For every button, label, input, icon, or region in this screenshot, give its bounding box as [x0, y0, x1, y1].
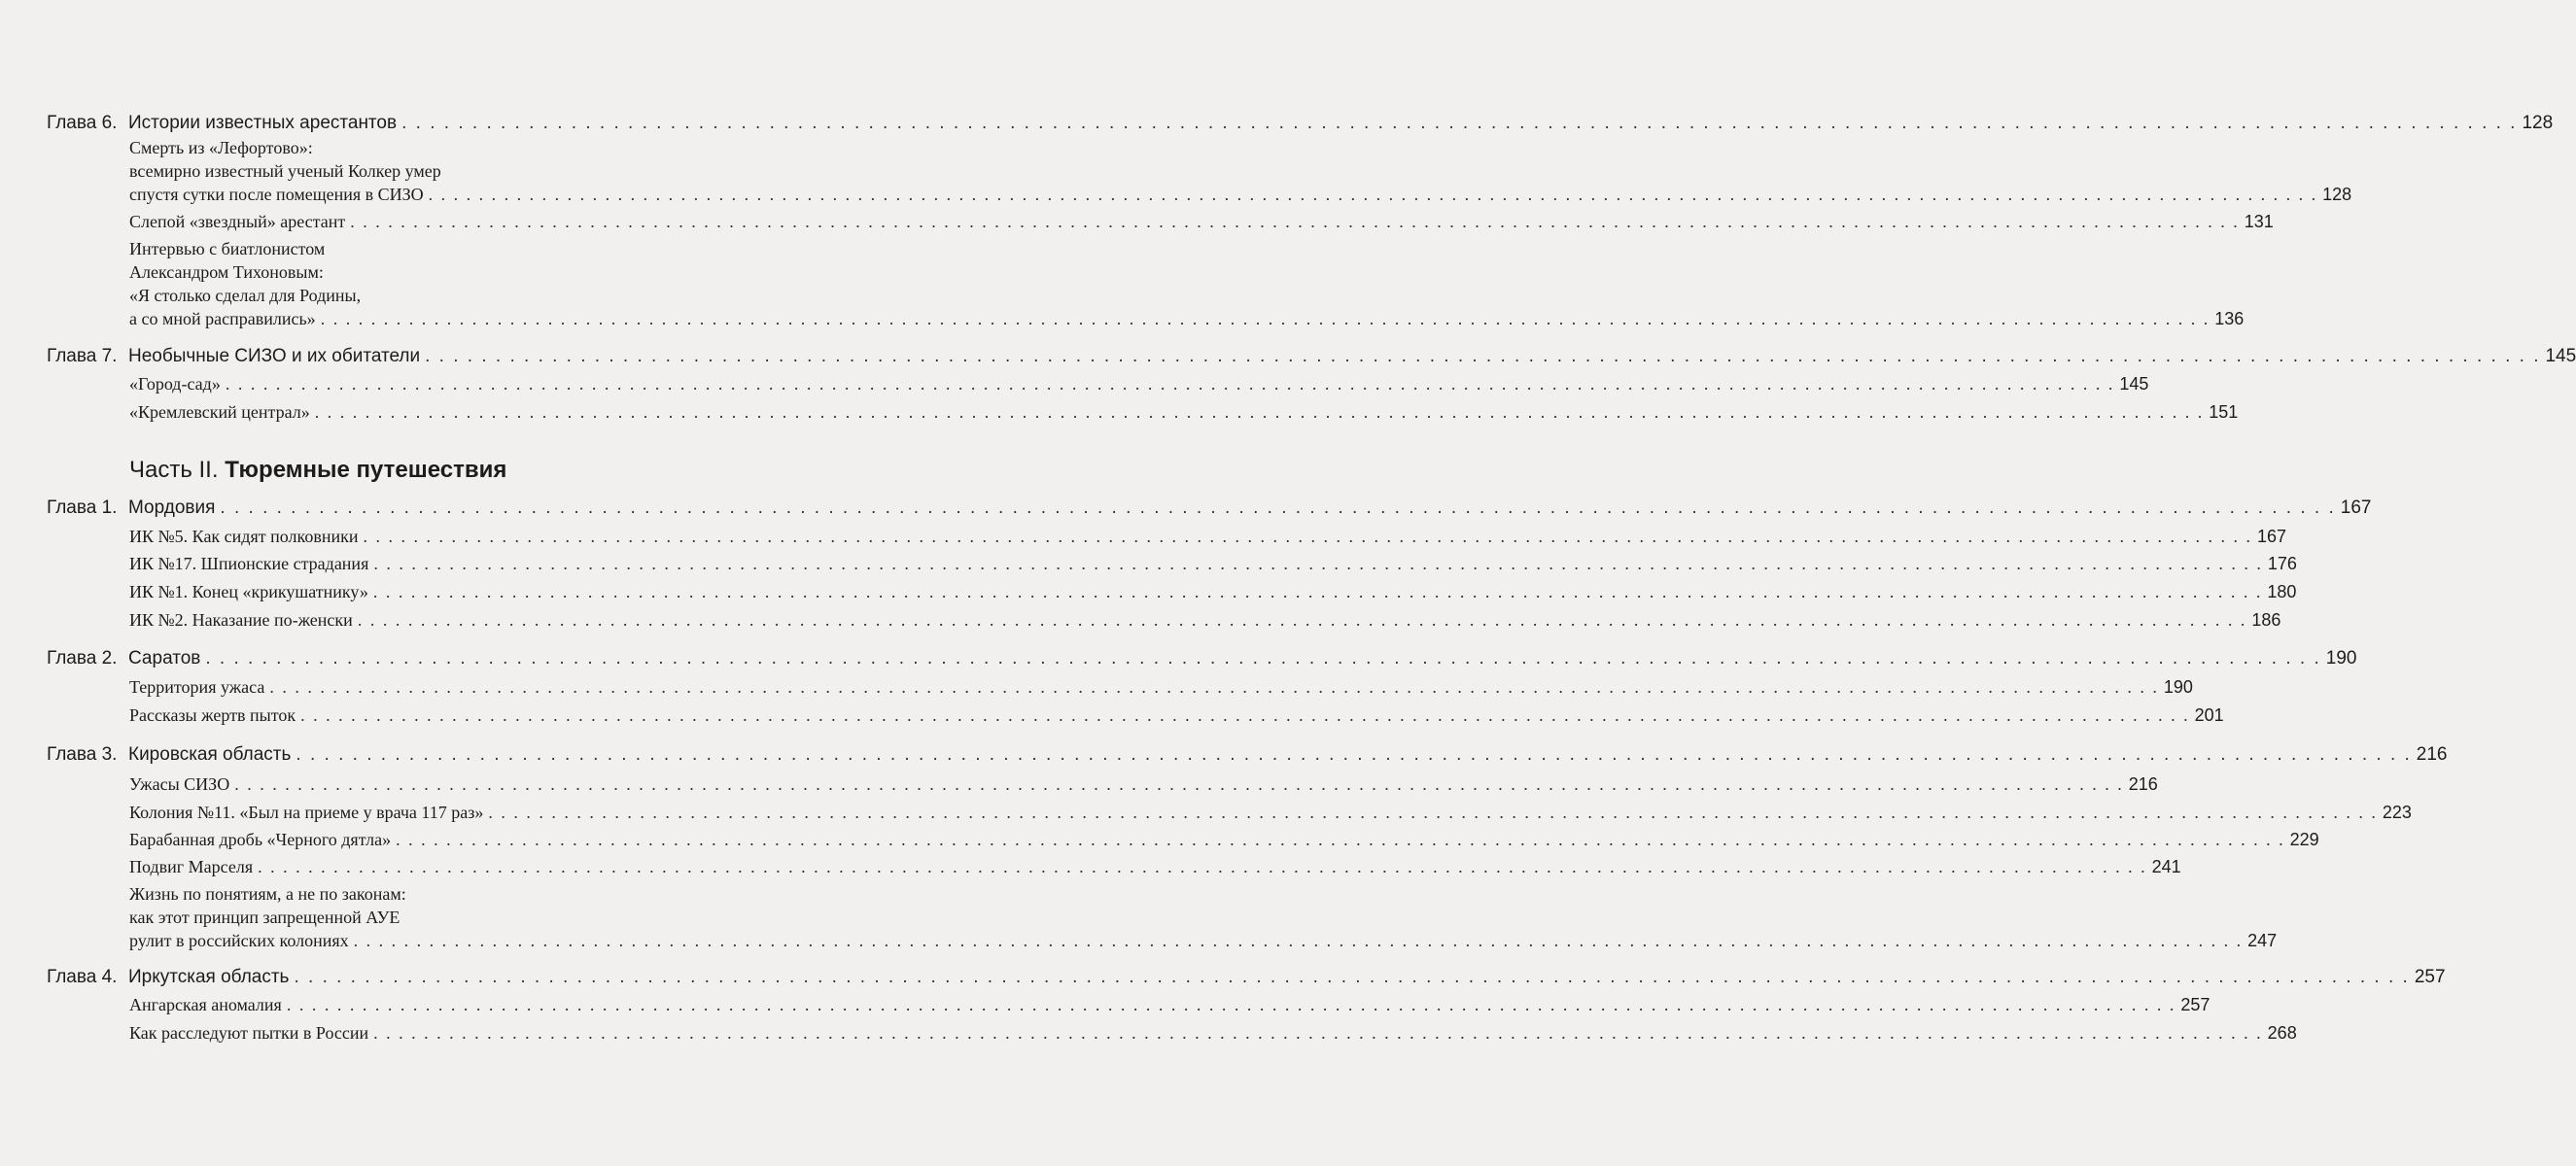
toc-section[interactable] — [129, 552, 2297, 575]
toc-section[interactable] — [129, 675, 2193, 699]
section-title: «Кремлевский централ» — [129, 402, 310, 422]
toc-chapter-4[interactable] — [47, 967, 2446, 988]
page-number: 190 — [2325, 648, 2357, 669]
toc-section[interactable] — [129, 1021, 2297, 1045]
chapter-title: Необычные СИЗО и их обитатели — [128, 346, 421, 366]
toc-section[interactable] — [129, 772, 2158, 796]
page-number: 131 — [2244, 212, 2274, 231]
page-number: 128 — [2522, 113, 2554, 133]
page-number: 229 — [2289, 830, 2319, 849]
section-title: ИК №2. Наказание по-женски — [129, 610, 353, 630]
toc-section[interactable] — [129, 525, 2287, 548]
toc-section[interactable] — [129, 580, 2297, 603]
toc-section[interactable] — [129, 801, 2412, 824]
section-title: а со мной расправились» — [129, 309, 316, 328]
part-label: Часть II. — [129, 457, 219, 483]
section-title: спустя сутки после помещения в СИЗО — [129, 185, 424, 204]
section-title: Слепой «звездный» арестант — [129, 212, 346, 231]
toc-section[interactable] — [129, 828, 2319, 851]
toc-chapter-1[interactable] — [47, 497, 2372, 519]
section-title: ИК №5. Как сидят полковники — [129, 527, 359, 546]
section-title: Как расследуют пытки в России — [129, 1023, 369, 1043]
chapter-title: Иркутская область — [128, 967, 290, 987]
section-title: Рассказы жертв пыток — [129, 705, 296, 725]
page-number: 216 — [2128, 774, 2158, 794]
page-number: 216 — [2416, 744, 2448, 765]
page-number: 167 — [2256, 527, 2287, 546]
section-title: Барабанная дробь «Черного дятла» — [129, 830, 392, 849]
chapter-number: Глава 7. — [47, 346, 118, 366]
page-number: 257 — [2414, 967, 2446, 987]
chapter-title: Истории известных арестантов — [128, 113, 398, 133]
section-title: «Город-сад» — [129, 374, 221, 394]
page-number: 247 — [2247, 931, 2278, 950]
toc-chapter-7[interactable] — [47, 346, 2576, 367]
page-number: 145 — [2545, 346, 2576, 366]
section-title: ИК №17. Шпионские страдания — [129, 554, 369, 573]
toc-section[interactable] — [129, 855, 2181, 878]
chapter-title: Саратов — [128, 648, 201, 669]
toc-chapter-2[interactable] — [47, 648, 2357, 669]
page-number: 167 — [2340, 497, 2372, 518]
chapter-number: Глава 4. — [47, 967, 118, 987]
page-number: 186 — [2251, 610, 2281, 630]
chapter-number: Глава 3. — [47, 744, 118, 765]
chapter-title: Кировская область — [128, 744, 292, 765]
part-heading — [129, 457, 506, 484]
page-number: 190 — [2163, 677, 2193, 697]
page-number: 128 — [2322, 185, 2352, 204]
section-title: Ужасы СИЗО — [129, 774, 230, 794]
toc-section[interactable]: Интервью с биатлонистом Александром Тихоновым: «Я столько сделал для Родины, а со мной расправились» . . . 136 — [129, 237, 628, 330]
toc-section[interactable] — [129, 993, 2210, 1016]
toc-section[interactable] — [129, 372, 2149, 395]
toc-section[interactable]: Смерть из «Лефортово»: всемирно известный ученый Колкер умер спустя сутки после помещения в СИЗО . . . 128 — [129, 136, 628, 206]
page-number: 180 — [2267, 582, 2297, 601]
toc-section[interactable] — [129, 703, 2224, 727]
page-number: 151 — [2209, 402, 2239, 422]
page-number: 257 — [2180, 995, 2210, 1014]
page-number: 201 — [2194, 705, 2224, 725]
chapter-number: Глава 6. — [47, 113, 118, 133]
chapter-number: Глава 2. — [47, 648, 118, 669]
toc-section[interactable] — [129, 210, 2274, 233]
section-title: рулит в российских колониях — [129, 931, 349, 950]
part-title: Тюремные путешествия — [225, 457, 507, 483]
chapter-number: Глава 1. — [47, 497, 118, 518]
section-title: Подвиг Марселя — [129, 857, 254, 876]
page-number: 136 — [2214, 309, 2245, 328]
page-number: 268 — [2267, 1023, 2297, 1043]
section-title: Колония №11. «Был на приеме у врача 117 раз» — [129, 803, 484, 822]
toc-section[interactable]: Жизнь по понятиям, а не по законам: как этот принцип запрещенной АУЕ рулит в российских колониях . . . 247 — [129, 882, 628, 952]
toc-chapter-6[interactable] — [47, 113, 2554, 134]
toc-section[interactable] — [129, 400, 2239, 424]
chapter-title: Мордовия — [128, 497, 216, 518]
toc-section[interactable] — [129, 608, 2281, 632]
page-number: 145 — [2119, 374, 2149, 394]
page-number: 241 — [2151, 857, 2181, 876]
section-title: Территория ужаса — [129, 677, 265, 697]
section-title: ИК №1. Конец «крикушатнику» — [129, 582, 368, 601]
toc-chapter-3[interactable] — [47, 744, 2448, 766]
page-number: 176 — [2267, 554, 2297, 573]
section-title: Ангарская аномалия — [129, 995, 282, 1014]
page-number: 223 — [2382, 803, 2412, 822]
